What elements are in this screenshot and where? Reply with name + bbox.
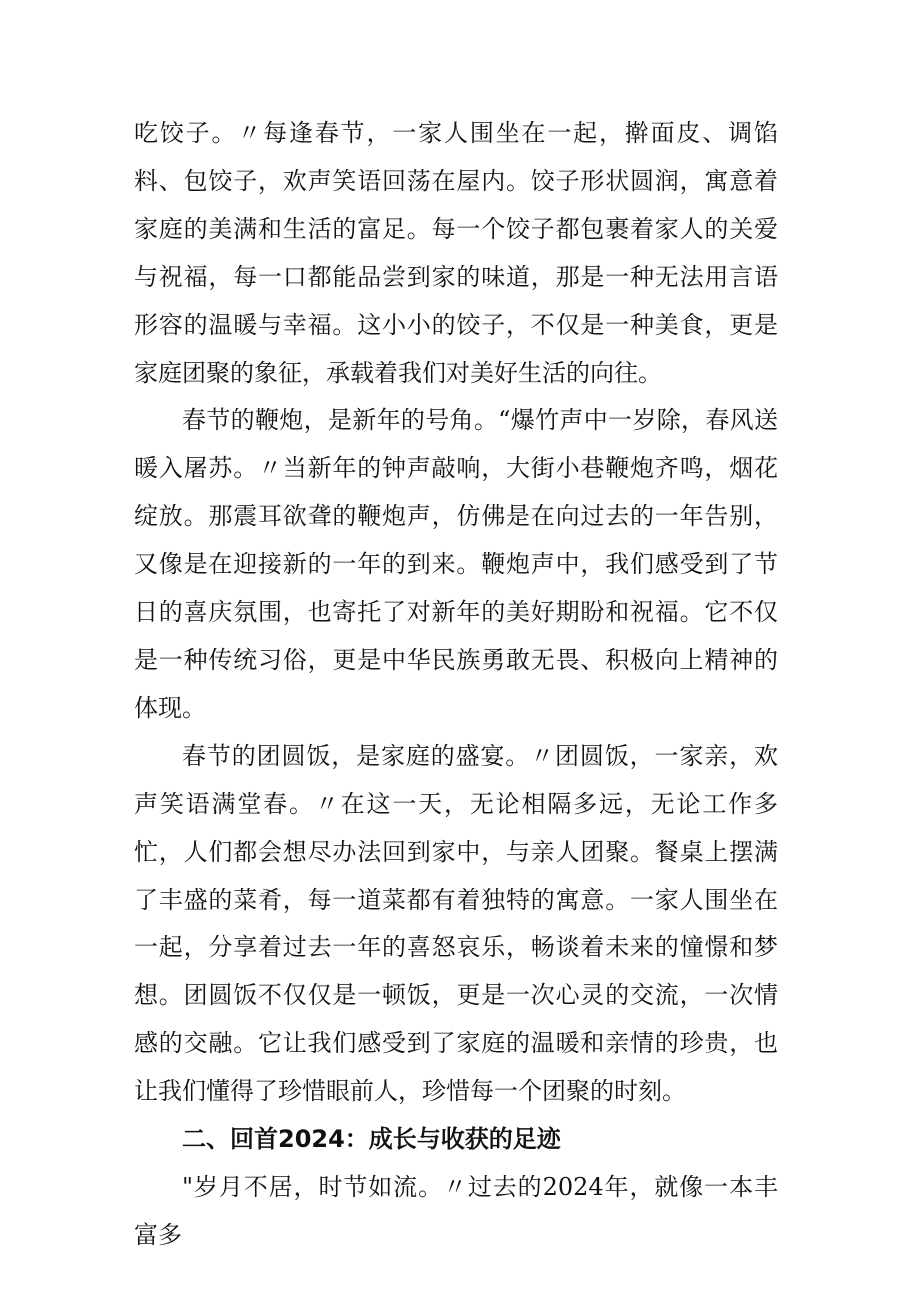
document-body — [134, 110, 778, 1260]
paragraph-dumplings: 吃饺子。〃每逢春节，一家人围坐在一起，擀面皮、调馅料、包饺子，欢声笑语回荡在屋内。饺子形状圆润，寓意着家庭的美满和生活的富足。每一个饺子都包裹着家人的关爱与祝福，每一口都能品尝到家的味道，那是一种无法用言语形容的温暖与幸福。这小小的饺子，不仅是一种美食，更是家庭团聚的象征，承载着我们对美好生活的向往。 — [134, 119, 778, 387]
paragraph-review-2024: "岁月不居，时节如流。〃过去的2024年，就像一本丰富多 — [134, 1172, 778, 1249]
section-heading: 二、回首2024：成长与收获的足迹 — [182, 1125, 561, 1154]
paragraph-reunion-dinner: 春节的团圆饭，是家庭的盛宴。〃团圆饭，一家亲，欢声笑语满堂春。〃在这一天，无论相隔多远，无论工作多忙，人们都会想尽办法回到家中，与亲人团聚。餐桌上摆满了丰盛的菜肴，每一道菜都有着独特的寓意。一家人围坐在一起，分享着过去一年的喜怒哀乐，畅谈着未来的憧憬和梦想。团圆饭不仅仅是一顿饭，更是一次心灵的交流，一次情感的交融。它让我们感受到了家庭的温暖和亲情的珍贵，也让我们懂得了珍惜眼前人，珍惜每一个团聚的时刻。 — [134, 741, 778, 1106]
paragraph-firecrackers: 春节的鞭炮，是新年的号角。“爆竹声中一岁除，春风送暖入屠苏。〃当新年的钟声敲响，大街小巷鞭炮齐鸣，烟花绽放。那震耳欲聋的鞭炮声，仿佛是在向过去的一年告别，又像是在迎接新的一年的到来。鞭炮声中，我们感受到了节日的喜庆氛围，也寄托了对新年的美好期盼和祝福。它不仅是一种传统习俗，更是中华民族勇敢无畏、积极向上精神的体现。 — [134, 406, 778, 722]
